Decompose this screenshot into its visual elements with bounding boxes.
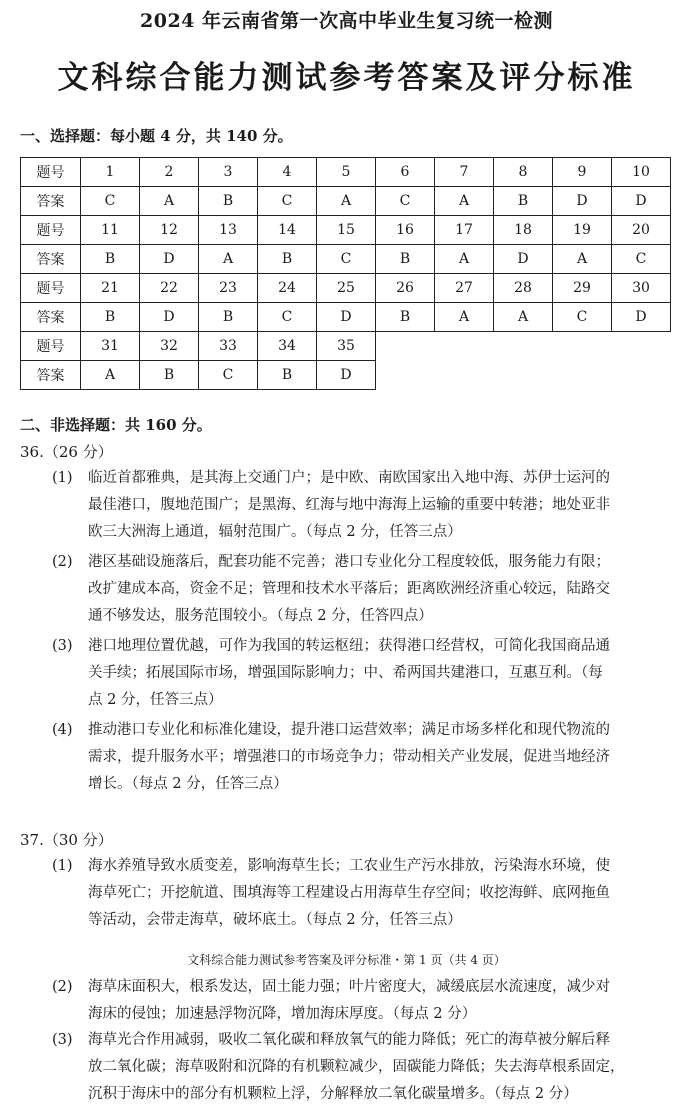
question-number-cell: 14 [258, 216, 317, 245]
question-number-cell: 29 [553, 274, 612, 303]
item-number: (1) [52, 858, 73, 874]
q36-heading: 36.（26 分） [20, 443, 113, 461]
question-number-cell: 4 [258, 158, 317, 187]
answer-cell: C [376, 187, 435, 216]
answer-cell: D [612, 303, 671, 332]
question-number-cell: 6 [376, 158, 435, 187]
answer-line: 港口地理位置优越，可作为我国的转运枢纽；获得港口经营权，可简化我国商品通 [88, 638, 610, 654]
answer-line: 点 2 分，任答三点） [88, 692, 223, 708]
empty-cell [376, 361, 435, 390]
answer-table [20, 157, 671, 390]
q37-heading: 37.（30 分） [20, 831, 113, 849]
question-number-cell: 13 [199, 216, 258, 245]
answer-cell: D [140, 303, 199, 332]
answer-line: 放二氧化碳；海草吸附和沉降的有机颗粒减少，固碳能力降低；失去海草根系固定， [88, 1059, 625, 1075]
answer-line: 海草光合作用减弱，吸收二氧化碳和释放氧气的能力降低；死亡的海草被分解后释 [88, 1032, 610, 1048]
answer-cell: C [258, 187, 317, 216]
item-number: (1) [52, 470, 73, 486]
question-number-cell: 25 [317, 274, 376, 303]
question-number-cell: 12 [140, 216, 199, 245]
question-number-cell: 31 [81, 332, 140, 361]
page-footer: 文科综合能力测试参考答案及评分标准・第 1 页（共 4 页） [187, 953, 506, 967]
empty-cell [435, 361, 494, 390]
q37-item-3 [52, 1027, 672, 1108]
question-number-cell: 20 [612, 216, 671, 245]
q37-item-2 [52, 974, 672, 1028]
answer-cell: D [494, 245, 553, 274]
question-number-row [21, 216, 671, 245]
question-number-cell: 33 [199, 332, 258, 361]
empty-cell [435, 332, 494, 361]
answer-cell: A [494, 303, 553, 332]
answer-cell: C [317, 245, 376, 274]
answer-line: 海草床面积大，根系发达，固土能力强；叶片密度大，减缓底层水流速度，减少对 [88, 979, 610, 995]
question-number-cell: 35 [317, 332, 376, 361]
question-number-cell: 30 [612, 274, 671, 303]
item-number: (2) [52, 554, 73, 570]
answer-cell: B [376, 303, 435, 332]
row-label: 答案 [21, 303, 81, 332]
question-number-cell: 7 [435, 158, 494, 187]
answer-line: 海床的侵蚀；加速悬浮物沉降，增加海床厚度。（每点 2 分） [88, 1006, 477, 1022]
row-label: 答案 [21, 361, 81, 390]
row-label: 题号 [21, 274, 81, 303]
q36-item-4 [52, 717, 672, 798]
answer-cell: A [81, 361, 140, 390]
empty-cell [553, 332, 612, 361]
answer-cell: B [81, 303, 140, 332]
answer-cell: B [376, 245, 435, 274]
answer-row [21, 361, 671, 390]
question-number-cell: 18 [494, 216, 553, 245]
answer-row [21, 187, 671, 216]
answer-cell: A [317, 187, 376, 216]
question-number-cell: 8 [494, 158, 553, 187]
question-number-cell: 1 [81, 158, 140, 187]
answer-line: 改扩建成本高，资金不足；管理和技术水平落后；距离欧洲经济重心较远，陆路交 [88, 581, 610, 597]
answer-line: 通不够发达，服务范围较小。（每点 2 分，任答四点） [88, 608, 433, 624]
empty-cell [494, 332, 553, 361]
q36-item-2 [52, 549, 672, 630]
answer-row [21, 303, 671, 332]
answer-cell: C [612, 245, 671, 274]
empty-cell [612, 332, 671, 361]
question-number-cell: 5 [317, 158, 376, 187]
empty-cell [553, 361, 612, 390]
section2-heading: 二、非选择题：共 160 分。 [20, 416, 212, 434]
row-label: 答案 [21, 245, 81, 274]
answer-cell: B [258, 361, 317, 390]
row-label: 题号 [21, 158, 81, 187]
q36-item-1 [52, 465, 672, 546]
row-label: 答案 [21, 187, 81, 216]
question-number-cell: 24 [258, 274, 317, 303]
answer-cell: B [199, 187, 258, 216]
question-number-cell: 27 [435, 274, 494, 303]
answer-cell: D [317, 361, 376, 390]
empty-cell [376, 332, 435, 361]
question-number-cell: 28 [494, 274, 553, 303]
answer-cell: D [140, 245, 199, 274]
question-number-cell: 23 [199, 274, 258, 303]
document-title: 文科综合能力测试参考答案及评分标准 [57, 60, 636, 96]
answer-cell: A [553, 245, 612, 274]
answer-line: 等活动，会带走海草，破坏底土。（每点 2 分，任答三点） [88, 912, 462, 928]
answer-line: 推动港口专业化和标准化建设，提升港口运营效率；满足市场多样化和现代物流的 [88, 722, 610, 738]
item-number: (2) [52, 979, 73, 995]
question-number-cell: 9 [553, 158, 612, 187]
item-number: (4) [52, 722, 73, 738]
empty-cell [612, 361, 671, 390]
item-number: (3) [52, 638, 73, 654]
question-number-cell: 26 [376, 274, 435, 303]
question-number-row [21, 158, 671, 187]
answer-row [21, 245, 671, 274]
question-number-cell: 15 [317, 216, 376, 245]
answer-cell: C [81, 187, 140, 216]
answer-line: 临近首都雅典，是其海上交通门户；是中欧、南欧国家出入地中海、苏伊士运河的 [88, 470, 610, 486]
row-label: 题号 [21, 332, 81, 361]
answer-line: 沉积于海床中的部分有机颗粒上浮，分解释放二氧化碳量增多。（每点 2 分） [88, 1086, 578, 1102]
answer-line: 增长。（每点 2 分，任答三点） [88, 776, 288, 792]
answer-cell: A [435, 303, 494, 332]
question-number-cell: 3 [199, 158, 258, 187]
answer-cell: C [258, 303, 317, 332]
exam-title: 2024 年云南省第一次高中毕业生复习统一检测 [140, 10, 553, 32]
answer-cell: B [199, 303, 258, 332]
answer-cell: B [494, 187, 553, 216]
answer-line: 关手续；拓展国际市场，增强国际影响力；中、希两国共建港口，互惠互利。（每 [88, 665, 603, 681]
answer-cell: B [81, 245, 140, 274]
answer-line: 欧三大洲海上通道，辐射范围广。（每点 2 分，任答三点） [88, 524, 462, 540]
section1-heading: 一、选择题：每小题 4 分，共 140 分。 [20, 127, 293, 145]
empty-cell [494, 361, 553, 390]
answer-line: 海草死亡；开挖航道、围填海等工程建设占用海草生存空间；收挖海鲜、底网拖鱼 [88, 885, 610, 901]
question-number-cell: 16 [376, 216, 435, 245]
answer-cell: C [553, 303, 612, 332]
answer-cell: A [435, 245, 494, 274]
answer-line: 最佳港口，腹地范围广；是黑海、红海与地中海海上运输的重要中转港；地处亚非 [88, 497, 610, 513]
answer-cell: C [199, 361, 258, 390]
question-number-cell: 34 [258, 332, 317, 361]
answer-cell: D [612, 187, 671, 216]
question-number-row [21, 332, 671, 361]
answer-cell: D [317, 303, 376, 332]
question-number-row [21, 274, 671, 303]
answer-line: 港区基础设施落后，配套功能不完善；港口专业化分工程度较低，服务能力有限； [88, 554, 610, 570]
answer-cell: B [258, 245, 317, 274]
answer-cell: B [140, 361, 199, 390]
question-number-cell: 2 [140, 158, 199, 187]
answer-line: 需求，提升服务水平；增强港口的市场竞争力；带动相关产业发展，促进当地经济 [88, 749, 610, 765]
item-number: (3) [52, 1032, 73, 1048]
answer-cell: A [199, 245, 258, 274]
row-label: 题号 [21, 216, 81, 245]
answer-line: 海水养殖导致水质变差，影响海草生长；工农业生产污水排放，污染海水环境，使 [88, 858, 610, 874]
question-number-cell: 32 [140, 332, 199, 361]
question-number-cell: 17 [435, 216, 494, 245]
question-number-cell: 19 [553, 216, 612, 245]
answer-cell: A [140, 187, 199, 216]
question-number-cell: 10 [612, 158, 671, 187]
question-number-cell: 21 [81, 274, 140, 303]
answer-cell: D [553, 187, 612, 216]
question-number-cell: 11 [81, 216, 140, 245]
answer-cell: A [435, 187, 494, 216]
question-number-cell: 22 [140, 274, 199, 303]
q37-item-1 [52, 853, 672, 934]
q36-item-3 [52, 633, 672, 714]
